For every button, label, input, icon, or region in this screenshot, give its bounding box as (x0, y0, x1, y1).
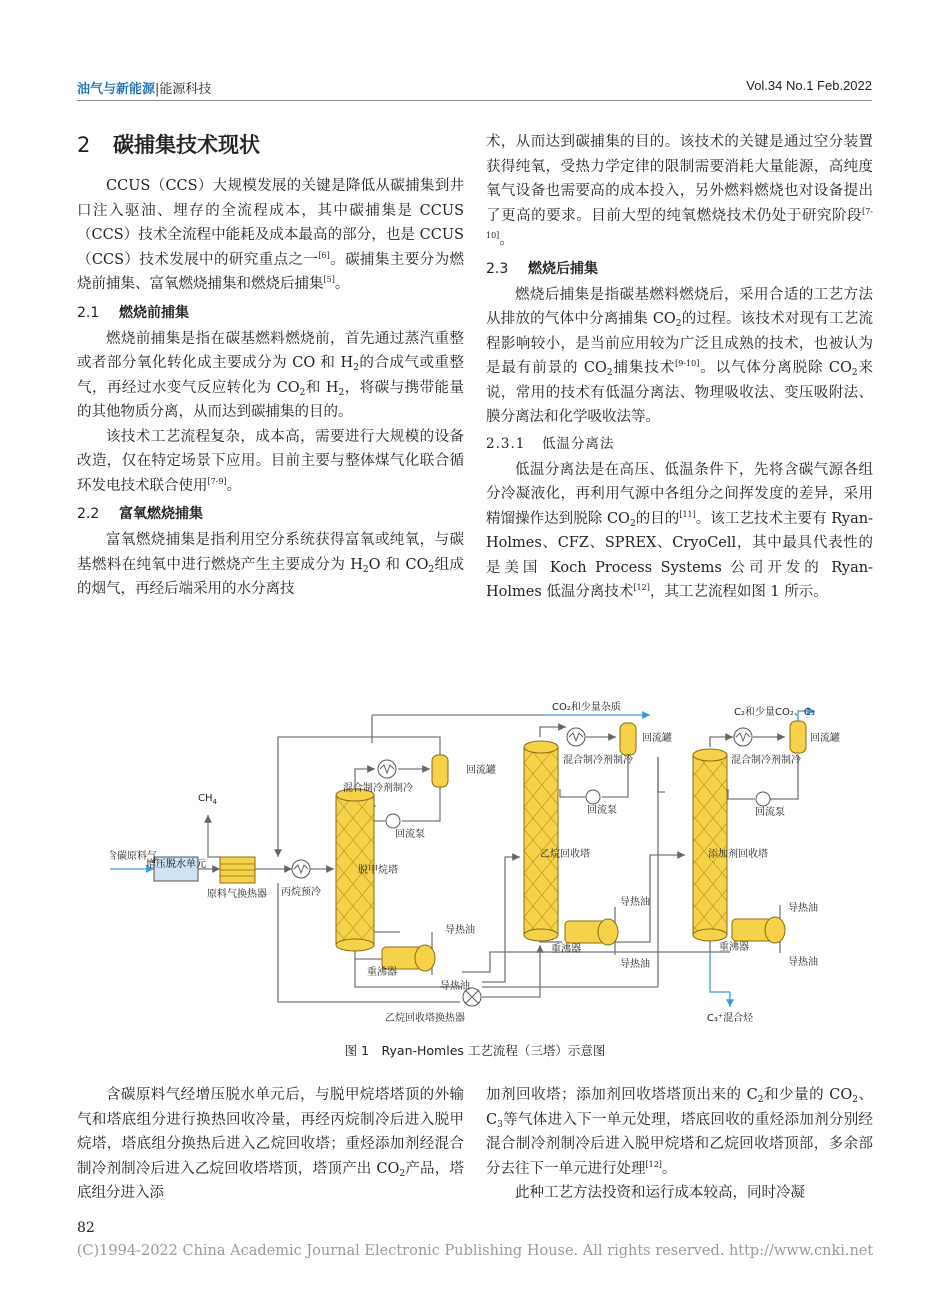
additive-recovery-column (693, 749, 727, 941)
copyright-footer: (C)1994-2022 China Academic Journal Electronic Publishing House. All rights reserved. http://www.cnki.net (76, 1243, 874, 1259)
propane-cooler (292, 860, 310, 878)
reflux-drum-3 (790, 721, 806, 753)
subsubsection-heading-2-3-1 (486, 432, 873, 456)
condenser-2 (567, 728, 585, 746)
intro-text-end: 。 (334, 276, 350, 292)
process-flow-figure (110, 697, 845, 1037)
section-title: 碳捕集技术现状 (113, 133, 260, 157)
subsection-title: 燃烧前捕集 (119, 304, 189, 321)
condenser-1 (378, 760, 396, 778)
paragraph-process-b (486, 1083, 873, 1181)
subscript: 2 (852, 1095, 858, 1105)
text: 该技术工艺流程复杂，成本高，需要进行大规模的设备改造，仅在特定场景下应用。目前主要与整体煤气化联合循环发电技术联合使用 (77, 428, 464, 494)
label-heat-oil-6: 导热油 (788, 957, 818, 968)
text: 和少量的 CO (763, 1087, 853, 1103)
text: 的过程。该技术对现有工艺流程影响较小，是当前应用较为广泛且成熟的技术，也被认为是最有前景的 CO (486, 311, 873, 376)
subsection-number: 2.3 (486, 260, 509, 277)
label-mix-ref-3: 混合制冷剂制冷 (731, 755, 801, 766)
paragraph-2-2 (77, 528, 464, 602)
label-heat-oil-5: 导热油 (788, 903, 818, 914)
subsection-title: 富氧燃烧捕集 (119, 506, 203, 522)
citation: [12] (633, 583, 650, 593)
label-ethane-hx: 乙烷回收塔换热器 (385, 1013, 465, 1024)
paragraph-2-1-b (77, 425, 464, 499)
label-reboiler-2: 重沸器 (551, 944, 581, 955)
label-reboiler-3: 重沸器 (719, 942, 749, 953)
subsection-heading-2-1 (77, 301, 464, 325)
reboiler-2 (565, 919, 618, 945)
subscript: 2 (299, 387, 306, 398)
text: 低温分离法是在高压、低温条件下，先将含碳气源各组分冷凝液化，再利用气源中各组分之间挥发度的差异，采用精馏操作达到脱除 CO (486, 461, 873, 527)
text: 捕集技术 (612, 360, 676, 376)
text: 、C (486, 1087, 874, 1128)
figure-caption: 图 1 Ryan-Homles 工艺流程（三塔）示意图 (344, 1043, 606, 1058)
text: 组成的烟气，再经后端采用的水分离技 (77, 556, 464, 597)
label-reflux-drum-3: 回流罐 (810, 733, 840, 744)
issue-info: Vol.34 No.1 Feb.2022 (746, 78, 872, 93)
label-heat-oil-2: 导热油 (440, 981, 470, 992)
subsection-title: 燃烧后捕集 (528, 260, 598, 277)
citation: [6] (318, 250, 330, 260)
label-demethanizer: 脱甲烷塔 (358, 865, 398, 876)
text: 。 (226, 477, 242, 494)
section-heading (77, 130, 464, 160)
label-c2-out: C₂和少量CO₂、C₃ (734, 707, 815, 718)
text: 加剂回收塔；添加剂回收塔塔顶出来的 C (486, 1087, 758, 1103)
left-column (77, 130, 464, 602)
reflux-pump-3 (756, 792, 770, 806)
subscript: 2 (399, 1168, 406, 1179)
paragraph-process-a (77, 1083, 464, 1206)
subscript: 2 (675, 319, 682, 329)
text: 和 H (305, 379, 339, 396)
ethane-recovery-column (524, 741, 558, 941)
label-reflux-drum-2: 回流罐 (642, 733, 672, 744)
journal-header (77, 78, 211, 97)
bottom-right-column (486, 1083, 873, 1206)
section-number: 2 (77, 133, 91, 157)
label-reflux-pump-3: 回流泵 (755, 807, 785, 818)
citation: [11] (679, 509, 696, 519)
intro-paragraph (77, 174, 464, 297)
paragraph-2-1-a (77, 327, 464, 425)
paragraph-2-3 (486, 283, 873, 430)
reflux-drum-1 (432, 755, 448, 787)
journal-category: 能源科技 (159, 82, 212, 97)
text: 来说，常用的技术有低温分离法、物理吸收法、变压吸附法、膜分离法和化学吸收法等。 (486, 360, 874, 425)
text: 。 (499, 232, 514, 248)
label-co2-out: CO₂和少量杂质 (552, 702, 621, 713)
label-propane: 丙烷预冷 (281, 887, 321, 898)
label-heat-oil-1: 导热油 (445, 925, 475, 936)
label-additive-col: 添加剂回收塔 (708, 849, 768, 860)
condenser-3 (734, 728, 752, 746)
citation: [9-10] (675, 359, 700, 369)
page-number: 82 (77, 1220, 95, 1236)
subscript: 2 (362, 564, 369, 575)
subscript: 2 (757, 1095, 764, 1105)
label-mix-ref-2: 混合制冷剂制冷 (563, 755, 633, 766)
text: 燃烧前捕集是指在碳基燃料燃烧前，首先通过蒸汽重整或者部分氧化转化成主要成分为 CO 和 H (77, 330, 464, 371)
header-rule (77, 100, 872, 101)
paragraph-2-3-1 (486, 458, 873, 605)
right-column (486, 130, 873, 605)
label-heat-oil-4: 导热油 (620, 959, 650, 970)
subscript: 2 (338, 387, 345, 398)
label-mix-ref-1: 混合制冷剂制冷 (343, 783, 413, 794)
subsection-number: 2.1 (77, 304, 100, 321)
text: 的合成气或重整气，再经过水变气反应转化为 CO (77, 355, 465, 396)
citation: [12] (645, 1159, 662, 1169)
label-heat-oil-3: 导热油 (620, 897, 650, 908)
journal-brand: 油气与新能源 (77, 82, 156, 97)
text: 。该工艺技术主要有 Ryan-Holmes、CFZ、SPREX、CryoCell，其中最具代表性的是美国 Koch Process Systems 公司开发的 Ryan-Holmes 低温分离技术 (486, 510, 874, 600)
text: 术，从而达到碳捕集的目的。该技术的关键是通过空分装置获得纯氧，受热力学定律的限制需要消耗大量能源，高纯度氧气设备也需要高的成本投入，另外燃料燃烧也对设备提出了更高的要求。目前大型的纯氧燃烧技术仍处于研究阶段 (486, 134, 873, 224)
reflux-drum-2 (620, 723, 636, 755)
paragraph-cost: 此种工艺方法投资和运行成本较高，同时冷凝 (515, 1185, 805, 1201)
subscript: 2 (629, 518, 636, 529)
text: 等气体进入下一单元处理，塔底回收的重烃添加剂分别经混合制冷剂制冷后进入脱甲烷塔和乙烷回收塔顶部，多余部分去往下一单元进行处理 (486, 1111, 873, 1177)
subsubsection-number: 2.3.1 (486, 435, 526, 452)
label-feed: 含碳原料气 (110, 851, 157, 862)
citation: [7-9] (207, 476, 227, 486)
label-reflux-pump-2: 回流泵 (587, 805, 617, 816)
subsection-heading-2-3 (486, 257, 873, 281)
reboiler-3 (732, 917, 785, 943)
intro-text-tail: 。碳捕集主要分为燃烧前捕集、富氧燃烧捕集和燃烧后捕集 (77, 251, 464, 292)
intro-text: CCUS（CCS）大规模发展的关键是降低从碳捕集到井口注入驱油、埋存的全流程成本，其中碳捕集是 CCUS（CCS）技术全流程中能耗及成本最高的部分，也是 CCUS（CCS）技术发展中的研究重点之一 (77, 178, 464, 268)
citation: [5] (323, 275, 335, 285)
label-feed-hx: 原料气换热器 (207, 889, 267, 900)
text: O 和 CO (368, 556, 429, 573)
text: 燃烧后捕集是指碳基燃料燃烧后，采用合适的工艺方法从排放的气体中分离捕集 CO (486, 286, 873, 327)
paragraph-2-2-cont (486, 130, 873, 253)
text: 。 (661, 1160, 677, 1177)
subscript: 2 (851, 368, 858, 378)
subscript: 2 (353, 363, 359, 373)
text: 产品，塔底组分进入添 (77, 1160, 465, 1201)
text: 的目的 (635, 510, 680, 527)
label-c3-out: C₃⁺混合烃 (706, 1013, 754, 1024)
subsection-number: 2.2 (77, 506, 100, 522)
text: 。以气体分离脱除 CO (699, 360, 852, 376)
text: ，其工艺流程如图 1 所示。 (649, 584, 828, 600)
header-separator: | (155, 82, 160, 97)
label-reflux-pump-1: 回流泵 (395, 829, 425, 840)
text: 富氧燃烧捕集是指利用空分系统获得富氧或纯氧，与碳基燃料在纯氧中进行燃烧产生主要成分为 H (77, 532, 464, 573)
label-ch4: $CH_4$ (198, 793, 217, 806)
subscript: 2 (428, 564, 435, 575)
label-ethane-col: 乙烷回收塔 (540, 849, 590, 860)
bottom-left-column (77, 1083, 464, 1206)
dehydration-label: 增压脱水单元 (146, 859, 206, 870)
label-reflux-drum-1: 回流罐 (466, 765, 496, 776)
subsection-heading-2-2 (77, 502, 464, 526)
subscript: 3 (497, 1119, 503, 1130)
reflux-pump-1 (386, 814, 400, 828)
text: 含碳原料气经增压脱水单元后，与脱甲烷塔塔顶的外输气和塔底组分进行换热回收冷量，再经丙烷制冷后进入脱甲烷塔，塔底组分换热后进入乙烷回收塔；重烃添加剂经混合制冷剂制冷后进入乙烷回收塔塔顶，塔顶产出 CO (77, 1087, 464, 1177)
label-reboiler-1: 重沸器 (367, 967, 397, 978)
text: ，将碳与携带能量的其他物质分离，从而达到碳捕集的目的。 (77, 379, 464, 420)
subsubsection-title: 低温分离法 (542, 435, 615, 452)
subscript: 2 (606, 368, 613, 378)
reflux-pump-2 (586, 790, 600, 804)
citation: [7-10] (486, 206, 873, 241)
ryan-holmes-diagram (110, 697, 845, 1037)
